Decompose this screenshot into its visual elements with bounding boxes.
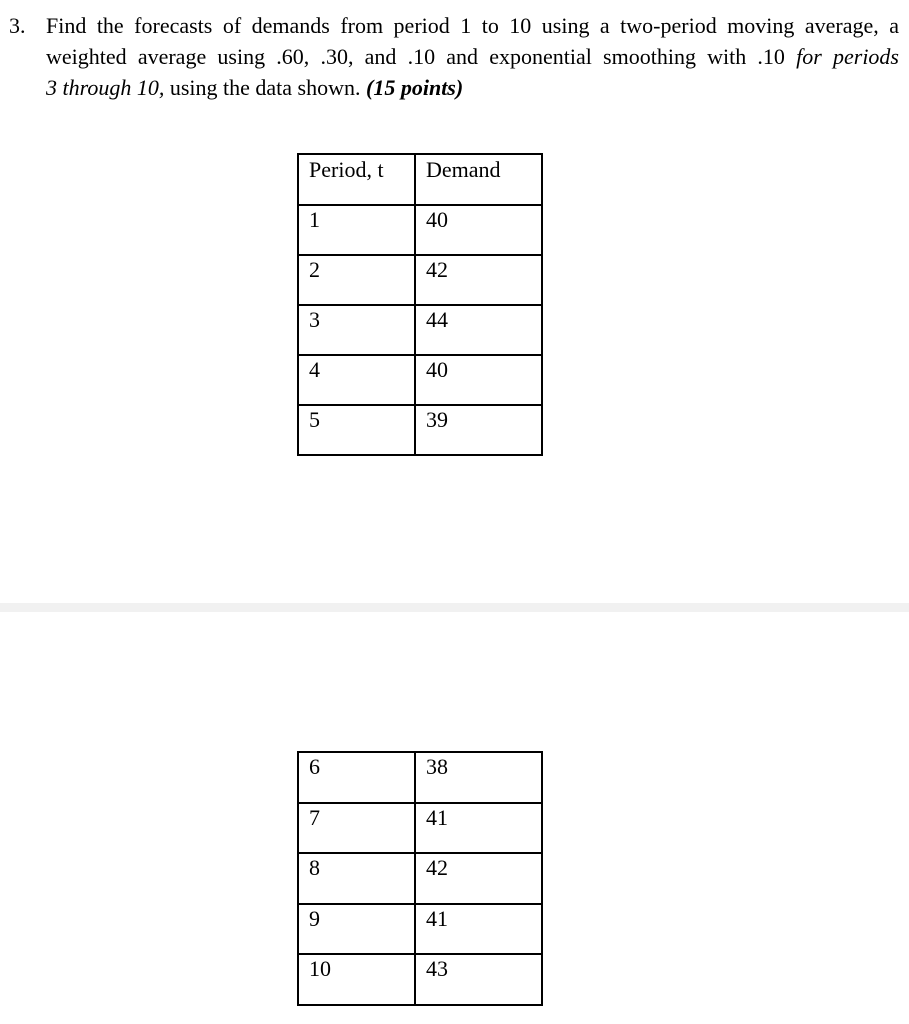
demand-cell: 39 xyxy=(415,405,542,455)
demand-cell: 40 xyxy=(415,355,542,405)
period-cell: 1 xyxy=(298,205,415,255)
period-cell: 7 xyxy=(298,803,415,854)
question-line-3 xyxy=(46,72,899,103)
table-row xyxy=(298,803,542,854)
table-row xyxy=(298,405,542,455)
question-text xyxy=(46,10,899,103)
demand-cell: 40 xyxy=(415,205,542,255)
period-cell: 6 xyxy=(298,752,415,803)
table-row xyxy=(298,255,542,305)
question-line-2 xyxy=(46,41,899,72)
question-number: 3. xyxy=(9,13,26,38)
period-cell: 8 xyxy=(298,853,415,904)
period-cell: 5 xyxy=(298,405,415,455)
demand-cell: 43 xyxy=(415,954,542,1005)
question-line-1: Find the forecasts of demands from period 1 to 10 using a two-period moving average, a xyxy=(46,13,899,38)
table-row xyxy=(298,205,542,255)
question-line-2-italic: for periods xyxy=(796,44,899,69)
question-block xyxy=(9,10,899,103)
header-period: Period, t xyxy=(298,154,415,205)
question-line-2-regular: weighted average using .60, .30, and .10 and exponential smoothing with .10 xyxy=(46,44,797,69)
question-line-3-italic: 3 through 10, xyxy=(46,75,165,100)
period-cell: 4 xyxy=(298,355,415,405)
demand-table-part-1 xyxy=(297,153,543,456)
table-row xyxy=(298,752,542,803)
table-row xyxy=(298,904,542,955)
demand-cell: 44 xyxy=(415,305,542,355)
table-header-row xyxy=(298,154,542,205)
demand-cell: 42 xyxy=(415,255,542,305)
demand-cell: 41 xyxy=(415,803,542,854)
table-row xyxy=(298,305,542,355)
period-cell: 2 xyxy=(298,255,415,305)
table-row xyxy=(298,954,542,1005)
demand-cell: 41 xyxy=(415,904,542,955)
period-cell: 9 xyxy=(298,904,415,955)
demand-table-part-2 xyxy=(297,751,543,1006)
question-points: (15 points) xyxy=(366,75,464,100)
header-demand: Demand xyxy=(415,154,542,205)
demand-cell: 38 xyxy=(415,752,542,803)
period-cell: 10 xyxy=(298,954,415,1005)
table-row xyxy=(298,853,542,904)
period-cell: 3 xyxy=(298,305,415,355)
demand-cell: 42 xyxy=(415,853,542,904)
question-line-3-regular: using the data shown. xyxy=(164,75,367,100)
page-break-divider xyxy=(0,603,909,612)
table-row xyxy=(298,355,542,405)
